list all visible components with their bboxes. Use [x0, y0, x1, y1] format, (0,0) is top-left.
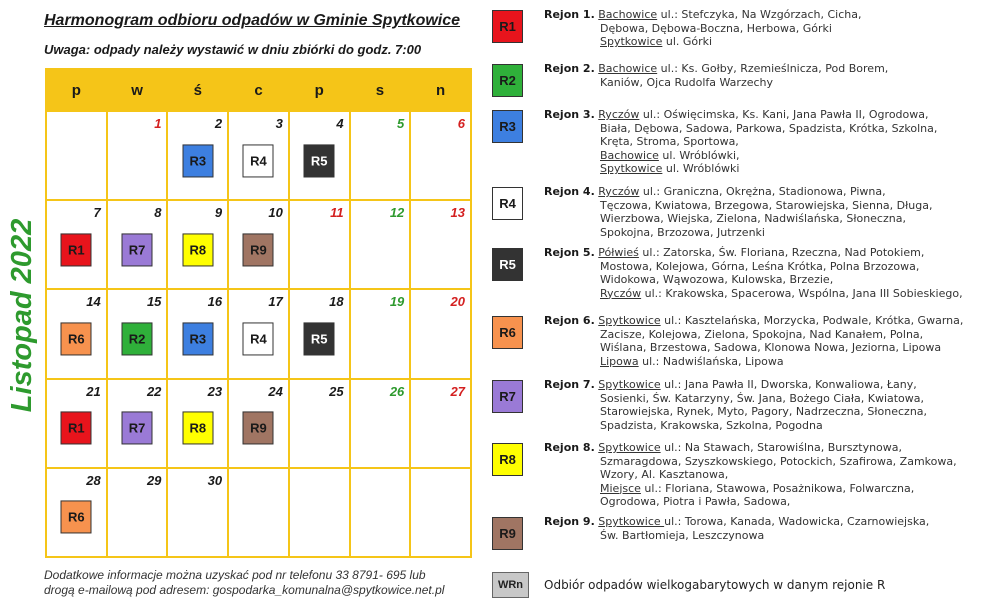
street-list: ul. Wróblówki,	[658, 148, 740, 162]
legend-line	[544, 355, 994, 369]
street-list: Biała, Dębowa, Sadowa, Parkowa, Spadzista, Krótka, Szkolna,	[600, 121, 938, 135]
day-number: 25	[329, 383, 344, 399]
calendar-day-cell	[47, 469, 106, 556]
footer-line-1: Dodatkowe informacje można uzyskać pod nr telefonu 33 8791- 695 lub	[44, 568, 426, 582]
street-list: ul.: Nadwiślańska, Lipowa	[638, 354, 784, 368]
calendar-day-cell	[411, 469, 470, 556]
legend-badge: R1	[492, 10, 523, 43]
calendar-day-cell	[229, 380, 288, 467]
legend-line	[544, 162, 994, 176]
legend-line	[544, 22, 994, 36]
legend-line	[544, 76, 994, 90]
street-list: Spadzista, Krakowska, Szkolna, Pogodna	[600, 418, 823, 432]
calendar-day-cell	[290, 201, 349, 288]
street-list: ul. Wróblówki	[662, 162, 740, 175]
day-number: 10	[268, 205, 283, 221]
day-number: 22	[146, 383, 162, 399]
village-name: Bachowice	[598, 62, 658, 75]
legend-line	[544, 287, 994, 301]
month-label-text: Listopad 2022	[6, 218, 39, 412]
legend-line	[544, 419, 994, 433]
legend-line	[544, 35, 994, 49]
calendar-day-cell	[229, 290, 288, 377]
village-name: Spytkowice	[600, 162, 663, 175]
legend-line	[544, 273, 994, 287]
day-number: 9	[214, 205, 223, 221]
calendar-day-cell	[229, 112, 288, 199]
day-number: 13	[450, 205, 465, 221]
bulky-waste-description: Odbiór odpadów wielkogabarytowych w danym rejonie R	[544, 578, 886, 592]
street-list: Ogrodowa, Piotra i Pawła, Sadowa,	[600, 495, 791, 508]
weekday-header: s	[375, 81, 385, 99]
calendar-day-cell	[411, 290, 470, 377]
day-number: 16	[207, 294, 223, 310]
calendar-day-cell	[290, 380, 349, 467]
street-list: Wierzbowa, Wiejska, Zielona, Nadwiślańska, Słoneczna,	[600, 212, 906, 225]
region-name: Rejon 2.	[544, 62, 595, 75]
legend-line	[544, 495, 994, 509]
street-list: Sosienki, Św. Katarzyny, Św. Jana, Bożego Ciała, Kwiatowa,	[600, 391, 925, 405]
calendar-day-cell	[411, 201, 470, 288]
legend-line	[544, 108, 994, 122]
street-list: Tęczowa, Kwiatowa, Brzegowa, Starowiejska, Sienna, Długa,	[600, 198, 933, 212]
village-name: Spytkowice	[598, 441, 661, 454]
street-list: ul.: Zatorska, Św. Floriana, Rzeczna, Nad Potokiem,	[638, 246, 925, 259]
region-name: Rejon 4.	[544, 185, 595, 198]
street-list: ul.: Graniczna, Okrężna, Stadionowa, Piwna,	[639, 185, 886, 198]
legend-text	[544, 108, 994, 176]
street-list: ul.: Torowa, Kanada, Wadowicka, Czarnowiejska,	[664, 515, 930, 528]
legend-badge: R8	[492, 443, 523, 476]
weekday-header: w	[131, 81, 143, 99]
day-number: 27	[450, 383, 465, 399]
calendar-day-cell	[108, 201, 167, 288]
day-number: 4	[336, 116, 344, 131]
street-list: ul.: Floriana, Stawowa, Posażnikowa, Folwarczna,	[640, 481, 915, 495]
village-name: Bachowice	[598, 8, 658, 21]
day-number: 23	[207, 383, 223, 399]
legend-badge: R3	[492, 110, 523, 143]
legend-line	[544, 378, 994, 392]
region-name: Rejon 7.	[544, 378, 595, 391]
day-number: 26	[389, 383, 405, 399]
legend-line	[544, 226, 994, 240]
region-badge: R3	[182, 144, 213, 177]
region-name: Rejon 5.	[544, 246, 595, 259]
day-number: 14	[86, 294, 101, 310]
region-badge: R2	[122, 322, 153, 355]
calendar-day-cell	[168, 201, 227, 288]
legend-line	[544, 62, 994, 76]
day-number: 20	[450, 294, 465, 310]
calendar-day-cell	[290, 469, 349, 556]
legend-text	[544, 62, 994, 89]
village-name: Bachowice	[600, 148, 659, 162]
calendar-day-cell	[168, 290, 227, 377]
calendar-day-cell	[290, 290, 349, 377]
region-badge: R7	[122, 233, 153, 266]
month-label	[5, 200, 41, 430]
calendar-day-cell	[168, 469, 227, 556]
legend-line	[544, 441, 994, 455]
page-title: Harmonogram odbioru odpadów w Gminie Spytkowice	[44, 12, 461, 29]
village-name: Ryczów	[598, 185, 640, 198]
calendar-day-cell	[351, 380, 410, 467]
calendar-day-cell	[47, 290, 106, 377]
street-list: Kręta, Stroma, Sportowa,	[600, 135, 739, 148]
calendar-day-cell	[168, 112, 227, 199]
legend-text	[544, 246, 994, 300]
region-badge: R6	[61, 322, 92, 355]
day-number: 12	[389, 205, 405, 221]
legend-line	[544, 314, 994, 328]
legend-line	[544, 405, 994, 419]
day-number: 30	[207, 472, 223, 488]
street-list: ul.: Krakowska, Spacerowa, Wspólna, Jana III Sobieskiego,	[641, 286, 963, 300]
legend-text	[544, 314, 994, 368]
region-badge: R8	[182, 412, 213, 445]
street-list: ul.: Ks. Gołby, Rzemieślnicza, Pod Borem,	[657, 62, 889, 75]
calendar-day-cell	[47, 112, 106, 199]
street-list: ul.: Kasztelańska, Morzycka, Podwale, Krótka, Gwarna,	[660, 314, 964, 327]
village-name: Półwieś	[598, 246, 639, 259]
village-name: Spytkowice	[598, 314, 661, 327]
day-number: 19	[389, 294, 405, 310]
calendar-day-cell	[108, 380, 167, 467]
legend-badge: R7	[492, 380, 523, 413]
region-badge: R4	[243, 322, 274, 355]
calendar-day-cell	[229, 469, 288, 556]
collection-note: Uwaga: odpady należy wystawić w dniu zbiórki do godz. 7:00	[44, 42, 422, 57]
region-legend	[492, 0, 998, 610]
calendar-day-cell	[351, 112, 410, 199]
legend-line	[544, 149, 994, 163]
region-badge: R3	[182, 322, 213, 355]
village-name: Spytkowice	[598, 515, 665, 528]
street-list: Wzory, Al. Kasztanowa,	[600, 468, 729, 481]
street-list: ul.: Na Stawach, Starowiślna, Bursztynowa,	[660, 441, 903, 454]
legend-badge: R4	[492, 187, 523, 220]
street-list: Wiślana, Brzestowa, Sadowa, Klonowa Nowa, Jeziorna, Lipowa	[600, 341, 942, 354]
street-list: Starowiejska, Rynek, Myto, Pagory, Nadrzeczna, Słoneczna,	[600, 405, 928, 418]
legend-text	[544, 441, 994, 509]
legend-line	[544, 122, 994, 136]
day-number: 18	[329, 294, 344, 310]
street-list: Mostowa, Kolejowa, Górna, Leśna Krótka, Polna Brzozowa,	[600, 259, 920, 273]
weekday-header: n	[436, 81, 446, 99]
village-name: Spytkowice	[600, 35, 663, 48]
legend-text	[544, 185, 994, 239]
day-number: 11	[330, 205, 344, 221]
day-number: 6	[457, 116, 465, 131]
calendar-day-cell	[229, 201, 288, 288]
street-list: Widokowa, Wąwozowa, Kulowska, Brzezie,	[600, 273, 834, 286]
legend-line	[544, 212, 994, 226]
day-number: 5	[397, 116, 405, 131]
legend-text	[544, 515, 994, 542]
calendar-day-cell	[411, 380, 470, 467]
region-name: Rejon 6.	[544, 314, 595, 327]
day-number: 8	[154, 205, 162, 221]
day-number: 7	[93, 205, 101, 221]
legend-line	[544, 135, 994, 149]
legend-badge: R5	[492, 248, 523, 281]
street-list: ul.: Oświęcimska, Ks. Kani, Jana Pawła II, Ogrodowa,	[639, 108, 929, 121]
legend-line	[544, 392, 994, 406]
region-name: Rejon 3.	[544, 108, 595, 121]
legend-line	[544, 199, 994, 213]
legend-text	[544, 8, 994, 49]
region-name: Rejon 1.	[544, 8, 595, 21]
region-badge: R9	[243, 412, 274, 445]
calendar-day-cell	[411, 112, 470, 199]
day-number: 1	[154, 116, 162, 131]
street-list: Zacisze, Kolejowa, Zielona, Spokojna, Nad Kanałem, Polna,	[600, 327, 924, 341]
street-list: Św. Bartłomieja, Leszczynowa	[600, 528, 765, 542]
calendar-day-cell	[290, 112, 349, 199]
region-badge: R8	[182, 233, 213, 266]
street-list: ul.: Jana Pawła II, Dworska, Konwaliowa, Łany,	[660, 378, 917, 391]
calendar-day-cell	[351, 469, 410, 556]
legend-line	[544, 185, 994, 199]
legend-line	[544, 328, 994, 342]
region-badge: R1	[61, 233, 92, 266]
region-badge: R4	[243, 144, 274, 177]
legend-line	[544, 529, 994, 543]
calendar-day-cell	[108, 290, 167, 377]
region-badge: R9	[243, 233, 274, 266]
day-number: 28	[86, 472, 101, 488]
footer-info	[44, 568, 484, 598]
calendar-day-cell	[168, 380, 227, 467]
street-list: Dębowa, Dębowa-Boczna, Herbowa, Górki	[600, 21, 832, 35]
street-list: Spokojna, Brzozowa, Jutrzenki	[600, 225, 765, 239]
calendar-day-cell	[351, 290, 410, 377]
day-number: 21	[86, 383, 101, 399]
legend-line	[544, 482, 994, 496]
legend-line	[544, 341, 994, 355]
day-number: 2	[214, 116, 223, 131]
region-badge: R1	[61, 412, 92, 445]
day-number: 3	[275, 116, 283, 131]
street-list: ul. Górki	[662, 35, 713, 48]
weekday-header: p	[71, 81, 81, 99]
region-badge: R6	[61, 501, 92, 534]
legend-line	[544, 468, 994, 482]
street-list: Kaniów, Ojca Rudolfa Warzechy	[600, 75, 774, 89]
bulky-waste-badge: WRn	[492, 572, 529, 598]
legend-text	[544, 378, 994, 432]
calendar-day-cell	[47, 380, 106, 467]
footer-line-2: drogą e-mailową pod adresem: gospodarka_komunalna@spytkowice.net.pl	[44, 583, 445, 597]
legend-line	[544, 246, 994, 260]
calendar-day-cell	[47, 201, 106, 288]
day-number: 29	[146, 472, 162, 488]
calendar-day-cell	[351, 201, 410, 288]
day-number: 15	[146, 294, 162, 310]
region-badge: R5	[304, 322, 335, 355]
legend-line	[544, 8, 994, 22]
weekday-header: c	[254, 81, 263, 99]
day-number: 17	[268, 294, 283, 310]
legend-badge: R6	[492, 316, 523, 349]
legend-badge: R9	[492, 517, 523, 550]
day-number: 24	[268, 383, 283, 399]
village-name: Lipowa	[600, 354, 639, 368]
weekday-header: p	[314, 81, 324, 99]
region-name: Rejon 9.	[544, 515, 595, 528]
village-name: Spytkowice	[598, 378, 661, 391]
village-name: Ryczów	[598, 108, 640, 121]
street-list: ul.: Stefczyka, Na Wzgórzach, Cicha,	[657, 8, 862, 21]
legend-badge: R2	[492, 64, 523, 97]
calendar-day-cell	[108, 469, 167, 556]
calendar-grid	[45, 68, 472, 558]
legend-line	[544, 260, 994, 274]
weekday-header: ś	[193, 81, 202, 99]
region-badge: R5	[304, 144, 335, 177]
legend-line	[544, 455, 994, 469]
region-name: Rejon 8.	[544, 441, 595, 454]
village-name: Miejsce	[600, 481, 641, 495]
village-name: Ryczów	[600, 286, 642, 300]
street-list: Szmaragdowa, Szyszkowskiego, Potockich, Szafirowa, Zamkowa,	[600, 454, 957, 468]
legend-line	[544, 515, 994, 529]
calendar-day-cell	[108, 112, 167, 199]
region-badge: R7	[122, 412, 153, 445]
